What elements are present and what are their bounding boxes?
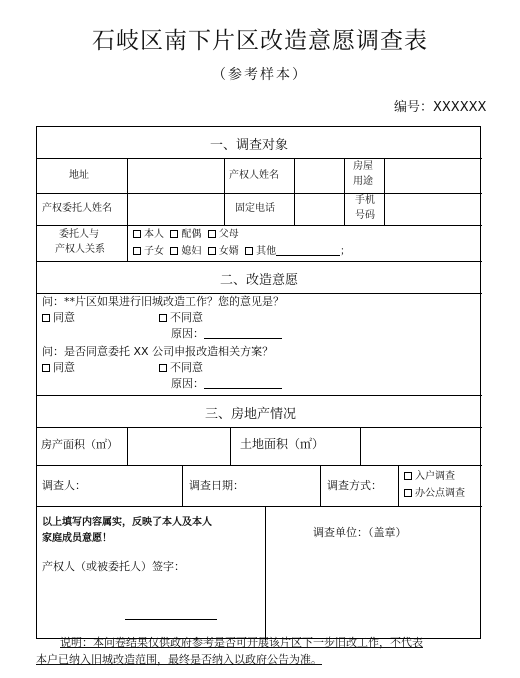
relation-options-row2 <box>133 244 350 259</box>
option-label: 办公点调查 <box>415 488 465 499</box>
option-label: 子女 <box>144 246 164 257</box>
rule <box>344 158 345 225</box>
rule <box>37 158 482 159</box>
question-2: 问：是否同意委托 XX 公司申报改造相关方案？ <box>42 345 274 358</box>
rule <box>384 158 385 225</box>
serial-number: 编号：XXXXXX <box>394 100 487 115</box>
rule <box>127 225 128 261</box>
reason-fill-line[interactable] <box>204 327 282 339</box>
options-end: ； <box>340 246 351 257</box>
q2-reason <box>171 377 282 391</box>
checkbox[interactable] <box>42 364 50 372</box>
survey-unit-label: 调查单位：（盖章） <box>313 526 407 539</box>
section-heading: 二、改造意愿 <box>220 273 299 288</box>
house-area-label: 房产面积（㎡） <box>41 438 118 451</box>
rule <box>294 158 295 225</box>
form-subtitle: （参考样本） <box>212 67 308 83</box>
footnote-line: 说明：本问卷结果仅供政府参考是否可开展该片区下一步旧改工作，不代表 <box>60 636 423 649</box>
rule <box>37 506 482 507</box>
mobile-label: 手机 <box>355 195 375 206</box>
usage-label: 房屋 <box>353 161 373 172</box>
rule <box>37 225 482 226</box>
signature-line[interactable] <box>125 619 217 620</box>
form-title: 石岐区南下片区改造意愿调查表 <box>92 28 428 54</box>
checkbox[interactable] <box>404 489 412 497</box>
footnote <box>36 634 486 668</box>
option-label: 同意 <box>53 361 75 374</box>
checkbox[interactable] <box>170 230 178 238</box>
checkbox[interactable] <box>133 247 141 255</box>
rule <box>127 427 128 465</box>
section-heading: 三、房地产情况 <box>205 407 297 422</box>
checkbox[interactable] <box>208 230 216 238</box>
rule <box>37 395 482 396</box>
method-option-office <box>404 487 465 501</box>
option-label: 配偶 <box>181 229 202 240</box>
method-option-visit <box>404 470 455 484</box>
option-label: 媳妇 <box>181 246 202 257</box>
reason-label: 原因： <box>171 327 204 340</box>
question-1: 问：**片区如果进行旧城改造工作？您的意见是？ <box>42 295 284 308</box>
signature-label: 产权人（或被委托人）签字： <box>42 560 185 573</box>
rule <box>37 427 482 428</box>
rule <box>37 293 482 294</box>
rule <box>37 465 482 466</box>
checkbox[interactable] <box>159 364 167 372</box>
other-fill-line[interactable] <box>276 244 340 256</box>
delegate-name-label: 产权委托人姓名 <box>42 203 112 214</box>
relation-label: 产权人关系 <box>55 244 105 255</box>
mobile-label: 号码 <box>355 210 375 221</box>
rule <box>398 465 399 506</box>
option-label: 不同意 <box>170 311 203 324</box>
reason-label: 原因： <box>171 377 204 390</box>
option-label: 入户调查 <box>415 471 455 482</box>
checkbox[interactable] <box>159 314 167 322</box>
section-heading: 一、调查对象 <box>210 138 289 153</box>
q1-disagree <box>159 311 203 325</box>
q2-agree <box>42 361 75 375</box>
reason-fill-line[interactable] <box>204 377 282 389</box>
rule <box>127 158 128 225</box>
option-label: 女婿 <box>218 246 239 257</box>
option-label: 父母 <box>218 229 239 240</box>
rule <box>37 261 482 262</box>
rule <box>360 427 361 465</box>
option-label: 本人 <box>144 229 164 240</box>
owner-name-label: 产权人姓名 <box>229 170 279 181</box>
checkbox[interactable] <box>133 230 141 238</box>
land-area-label: 土地面积（㎡） <box>240 437 325 451</box>
relation-options-row1 <box>133 228 239 242</box>
q1-reason <box>171 327 282 341</box>
rule <box>230 427 231 465</box>
survey-method-label: 调查方式： <box>327 479 382 492</box>
relation-label: 委托人与 <box>59 229 99 240</box>
option-label: 不同意 <box>170 361 203 374</box>
survey-table <box>36 126 481 639</box>
checkbox[interactable] <box>208 247 216 255</box>
checkbox[interactable] <box>42 314 50 322</box>
rule <box>224 158 225 225</box>
declaration-text: 家庭成员意愿！ <box>42 533 112 544</box>
q1-agree <box>42 311 75 325</box>
surveyor-label: 调查人： <box>42 479 86 492</box>
option-label: 同意 <box>53 311 75 324</box>
footnote-line: 本户已纳入旧城改造范围，最终是否纳入以政府公告为准。 <box>36 653 322 666</box>
option-label: 其他 <box>256 246 277 257</box>
q2-disagree <box>159 361 203 375</box>
checkbox[interactable] <box>245 247 253 255</box>
rule <box>37 193 482 194</box>
survey-date-label: 调查日期： <box>189 479 244 492</box>
landline-label: 固定电话 <box>235 203 275 214</box>
declaration-text: 以上填写内容属实，反映了本人及本人 <box>42 517 212 528</box>
usage-label: 用途 <box>353 176 373 187</box>
checkbox[interactable] <box>404 472 412 480</box>
rule <box>182 465 183 506</box>
rule <box>265 506 266 640</box>
checkbox[interactable] <box>170 247 178 255</box>
rule <box>320 465 321 506</box>
address-label: 地址 <box>69 170 89 181</box>
